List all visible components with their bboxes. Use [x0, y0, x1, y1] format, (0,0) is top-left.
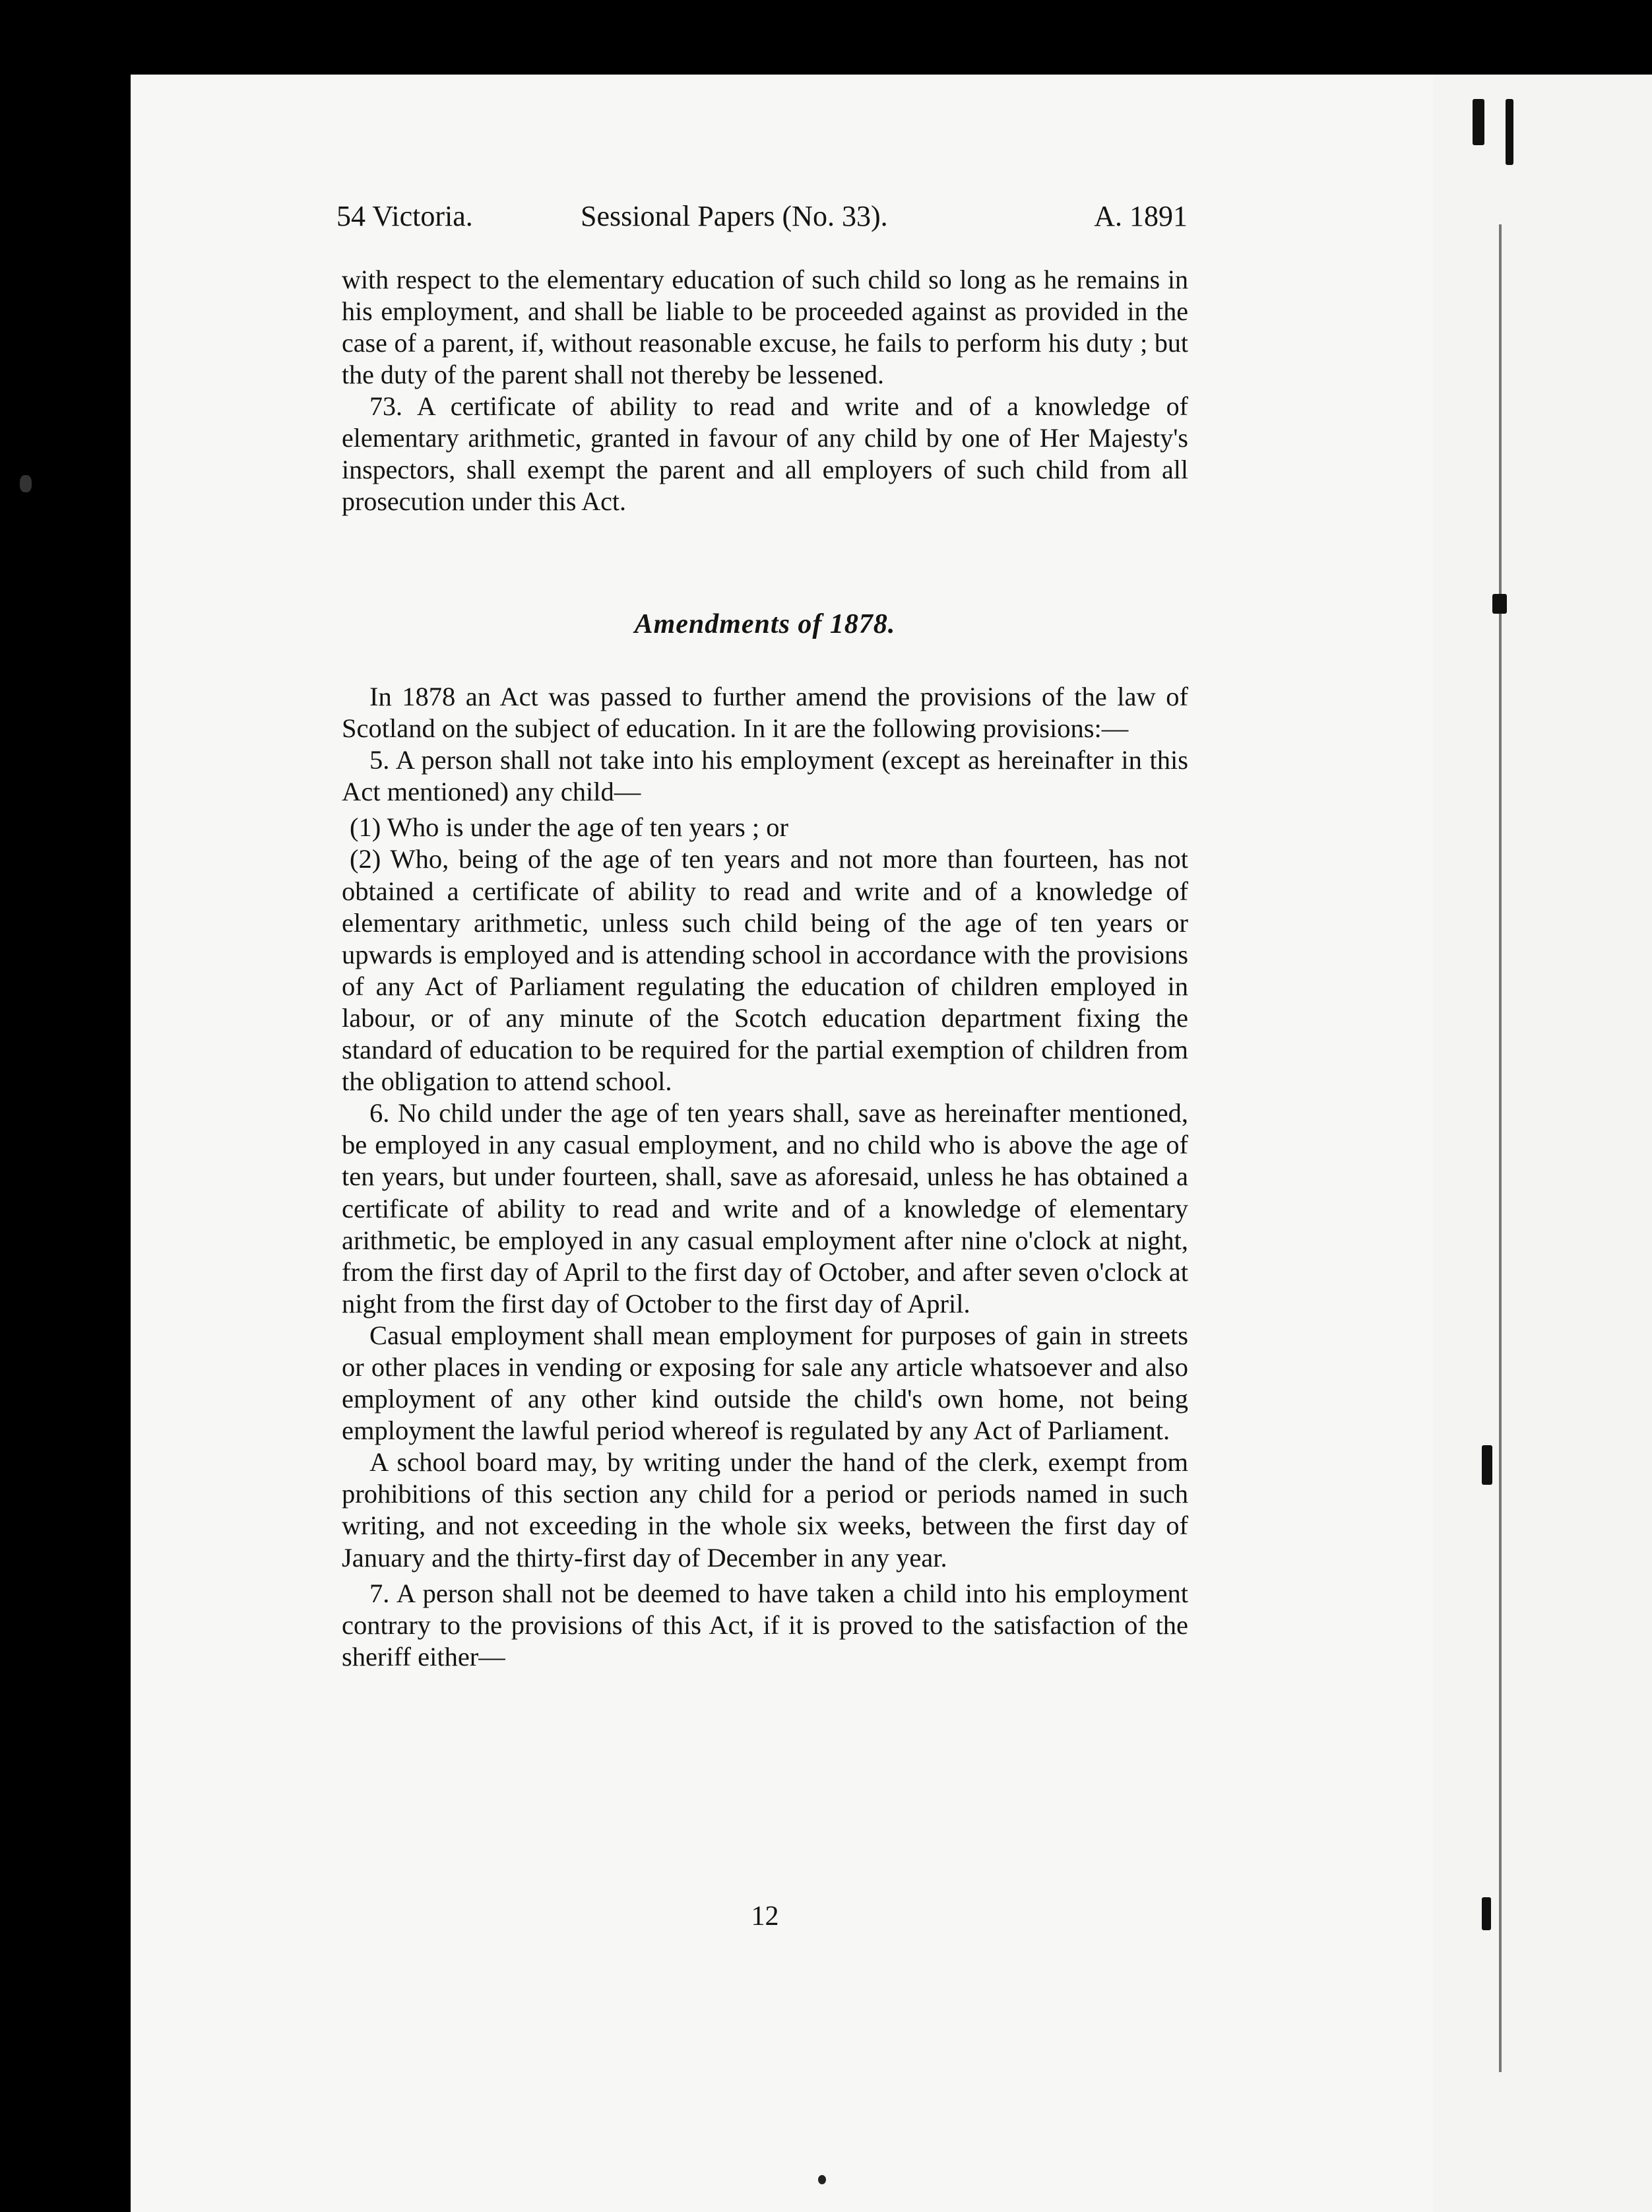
- section-heading: Amendments of 1878.: [634, 609, 896, 639]
- header-volume: 54 Victoria.: [336, 200, 473, 232]
- binding-mark: [1506, 99, 1513, 165]
- page-tab: [633, 2098, 1016, 2212]
- paragraph: 73. A certificate of ability to read and write and of a knowledge of elementary arithmetic, granted in favour of any child by one of Her Majesty's inspectors, shall exempt the parent and all employers of such child from all prosecution under this Act.: [342, 391, 1188, 516]
- list-item: (1) Who is under the age of ten years ; or: [350, 812, 789, 843]
- scan-artifact: [20, 475, 32, 492]
- running-header: [336, 199, 1188, 234]
- paragraph: In 1878 an Act was passed to further amend the provisions of the law of Scotland on the subject of education. In it are the following provisions:—: [342, 682, 1188, 744]
- provision-list: [342, 812, 1188, 1097]
- paragraph: Casual employment shall mean employment for purposes of gain in streets or other places in vending or exposing for sale any article whatsoever and also employment of any other kind outside the child's own home, not being employment the lawful period whereof is regulated by any Act of Parliament.: [342, 1320, 1188, 1446]
- facing-page-edge: [1433, 75, 1652, 2212]
- header-year: A. 1891: [1094, 200, 1188, 232]
- binding-line: [1499, 224, 1502, 2072]
- binding-mark: [1473, 99, 1484, 145]
- header-title: Sessional Papers (No. 33).: [581, 200, 888, 232]
- binding-mark: [1482, 1897, 1491, 1930]
- list-item: (2) Who, being of the age of ten years and not more than fourteen, has not obtained a certificate of ability to read and write and of a knowledge of elementary arithmetic, unless such child being of the age of ten years or upwards is employed and is attending school in accordance with the provisions of any Act of Parliament regulating the education of children employed in labour, or of any minute of the Scotch education department fixing the standard of education to be required for the partial exemption of children from the obligation to attend school.: [342, 844, 1188, 1097]
- opening-text: [342, 264, 1188, 517]
- paragraph: 6. No child under the age of ten years shall, save as hereinafter mentioned, be employed in any casual employment, and no child who is above the age of ten years, but under fourteen, shall, save as aforesaid, unless he has obtained a certificate of ability to read and write and of a knowledge of elementary arithmetic, be employed in any casual employment after nine o'clock at night, from the first day of April to the first day of October, and after seven o'clock at night from the first day of October to the first day of April.: [342, 1098, 1188, 1318]
- paragraph: with respect to the elementary education of such child so long as he remains in his employment, and shall be liable to be proceeded against as provided in the case of a parent, if, without reasonable excuse, he fails to perform his duty ; but the duty of the parent shall not thereby be lessened.: [342, 265, 1188, 389]
- page-tab-mark: [818, 2175, 826, 2184]
- binding-mark: [1492, 594, 1507, 614]
- binding-mark: [1482, 1445, 1492, 1485]
- paragraph: A school board may, by writing under the hand of the clerk, exempt from prohibitions of this section any child for a period or periods named in such writing, and not exceeding in the whole six weeks, between the first day of January and the thirty-first day of December in any year.: [342, 1447, 1188, 1573]
- paragraph: 5. A person shall not take into his employment (except as hereinafter in this Act mentioned) any child—: [342, 745, 1188, 807]
- body-text: [342, 680, 1188, 1673]
- page-number: 12: [751, 1901, 779, 1932]
- paragraph: 7. A person shall not be deemed to have taken a child into his employment contrary to the provisions of this Act, if it is proved to the satisfaction of the sheriff either—: [342, 1578, 1188, 1672]
